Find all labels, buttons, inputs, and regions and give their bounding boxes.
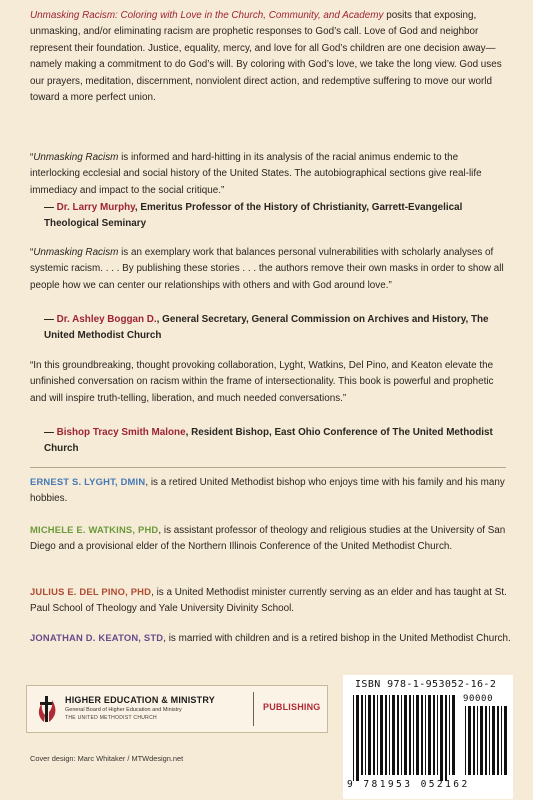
isbn-text: ISBN 978-1-953052-16-2 xyxy=(355,679,497,690)
publishing-label: PUBLISHING xyxy=(263,702,321,712)
barcode-bar xyxy=(356,695,359,781)
barcode-bar xyxy=(445,695,447,781)
barcode-bar xyxy=(392,695,395,775)
intro-paragraph xyxy=(30,8,512,106)
barcode-bar xyxy=(497,706,499,775)
author-name: MICHELE E. WATKINS, PHD xyxy=(30,524,159,535)
barcode-bar xyxy=(437,695,438,775)
book-title-lead: Unmasking Racism: Coloring with Love in the Church, Community, and Academy xyxy=(30,10,384,21)
author-name: JULIUS E. DEL PINO, PHD xyxy=(30,586,152,597)
barcode-bar xyxy=(465,706,466,775)
cross-and-flame-icon xyxy=(35,694,59,724)
divider xyxy=(30,467,506,468)
barcode-bar xyxy=(449,695,450,775)
publisher-subtitle: General Board of Higher Education and Ministry xyxy=(65,707,182,713)
barcode-bar xyxy=(416,695,419,775)
barcode-digits: 9 781953 052162 xyxy=(347,779,470,790)
barcode-bar xyxy=(492,706,495,775)
barcode-bar xyxy=(485,706,487,775)
author-bio xyxy=(30,522,512,556)
barcode-bar xyxy=(489,706,490,775)
endorsement-quote xyxy=(30,245,510,294)
barcode-bar xyxy=(385,695,387,775)
endorsement-attribution xyxy=(44,200,510,232)
publisher-title: HIGHER EDUCATION & MINISTRY xyxy=(65,695,215,705)
barcode-bar xyxy=(401,695,402,775)
endorser-name: Dr. Larry Murphy xyxy=(56,202,135,213)
publisher-logo xyxy=(26,685,328,733)
barcode-bar xyxy=(368,695,371,775)
cover-credit: Cover design: Marc Whitaker / MTWdesign.net xyxy=(30,754,184,763)
barcode-bar xyxy=(409,695,411,775)
attribution-dash: — xyxy=(44,314,57,325)
barcode-bar xyxy=(440,695,443,781)
endorsement-attribution xyxy=(44,425,510,457)
barcode-bar xyxy=(480,706,483,775)
barcode-bar xyxy=(433,695,435,775)
barcode-bar xyxy=(477,706,478,775)
barcode-bar xyxy=(452,695,455,775)
barcode-bar xyxy=(504,706,507,775)
barcode-bar xyxy=(428,695,431,775)
barcode-bar xyxy=(353,695,354,781)
author-bio-text: , is a retired United Methodist bishop who enjoys time with his family and his many hobbies. xyxy=(30,477,505,505)
barcode-bar xyxy=(468,706,471,775)
endorsement-attribution xyxy=(44,312,510,344)
author-name: JONATHAN D. KEATON, STD xyxy=(30,632,164,643)
barcode-bar xyxy=(377,695,378,775)
endorsement-quote xyxy=(30,358,510,407)
quote-text: is an exemplary work that balances personal vulnerabilities with scholarly analyses of systemic racism. . . . By publishing these stories . . . the authors remove their own masks in order to show all people how we can center our relationships with others and with God around love.” xyxy=(30,247,504,291)
endorser-role: , General Secretary, General Commission on Archives and History, The United Methodist Church xyxy=(44,314,489,341)
barcode-bar xyxy=(373,695,375,775)
barcode-bar xyxy=(361,695,363,775)
quote-text: “In this groundbreaking, thought provoking collaboration, Lyght, Watkins, Del Pino, and Keaton elevate the unfinished conversation on racism within the frame of intersectionality. This book is powerful and prophetic and will inspire truth-telling, liberation, and much needed conversations.” xyxy=(30,360,494,404)
endorsement-quote xyxy=(30,150,510,199)
barcode-bar xyxy=(365,695,366,775)
author-bio xyxy=(30,474,512,508)
barcode-bar xyxy=(380,695,383,775)
barcode-bar xyxy=(413,695,414,775)
logo-divider xyxy=(253,692,254,726)
endorser-name: Bishop Tracy Smith Malone xyxy=(56,427,186,438)
publisher-church: THE UNITED METHODIST CHURCH xyxy=(65,715,157,721)
endorser-name: Dr. Ashley Boggan D. xyxy=(56,314,157,325)
price-code: 90000 xyxy=(463,694,494,704)
author-bio-text: , is married with children and is a retired bishop in the United Methodist Church. xyxy=(163,633,511,644)
barcode-bar xyxy=(425,695,426,775)
attribution-dash: — xyxy=(44,427,57,438)
isbn-barcode xyxy=(343,675,513,799)
author-bio-text: , is a United Methodist minister currently serving as an elder and has taught at St. Paul School of Theology and Yale University Divinity School. xyxy=(30,587,507,615)
barcode-bars xyxy=(353,695,457,781)
attribution-dash: — xyxy=(44,202,57,213)
price-barcode-bars xyxy=(465,706,509,781)
barcode-bar xyxy=(501,706,502,775)
author-name: ERNEST S. LYGHT, DMIN xyxy=(30,476,146,487)
quote-open: “ xyxy=(30,152,34,163)
barcode-bar xyxy=(389,695,390,775)
barcode-bar xyxy=(397,695,399,775)
author-bio xyxy=(30,584,512,618)
quote-open: “ xyxy=(30,247,34,258)
barcode-bar xyxy=(473,706,475,775)
quote-text: is informed and hard-hitting in its analysis of the racial animus endemic to the interlocking ecclesial and social history of the United States. The autobiographical sections give real-life immediacy and impact to the social critique.” xyxy=(30,152,482,196)
author-bio xyxy=(30,630,512,647)
barcode-bar xyxy=(404,695,407,775)
barcode-bar xyxy=(421,695,423,775)
author-bio-text: , is assistant professor of theology and religious studies at the University of San Diego and a provisional elder of the Northern Illinois Conference of the United Methodist Church. xyxy=(30,525,506,553)
endorser-role: , Resident Bishop, East Ohio Conference of The United Methodist Church xyxy=(44,427,493,454)
endorser-role: , Emeritus Professor of the History of Christianity, Garrett-Evangelical Theological Seminary xyxy=(44,202,463,229)
quote-title: Unmasking Racism xyxy=(33,247,119,258)
intro-text: posits that exposing, unmasking, and/or eliminating racism are prophetic responses to God’s call. Love of God and neighbor represent their foundation. Justice, equality, mercy, and love for all God’s children are one decision away—namely making a commitment to do God’s will. By coloring with God’s love, we take the long view. God uses our prayers, meditation, discernment, nonviolent direct action, and redemptive suffering to move our world toward a more perfect union. xyxy=(30,10,502,104)
quote-title: Unmasking Racism xyxy=(33,152,119,163)
